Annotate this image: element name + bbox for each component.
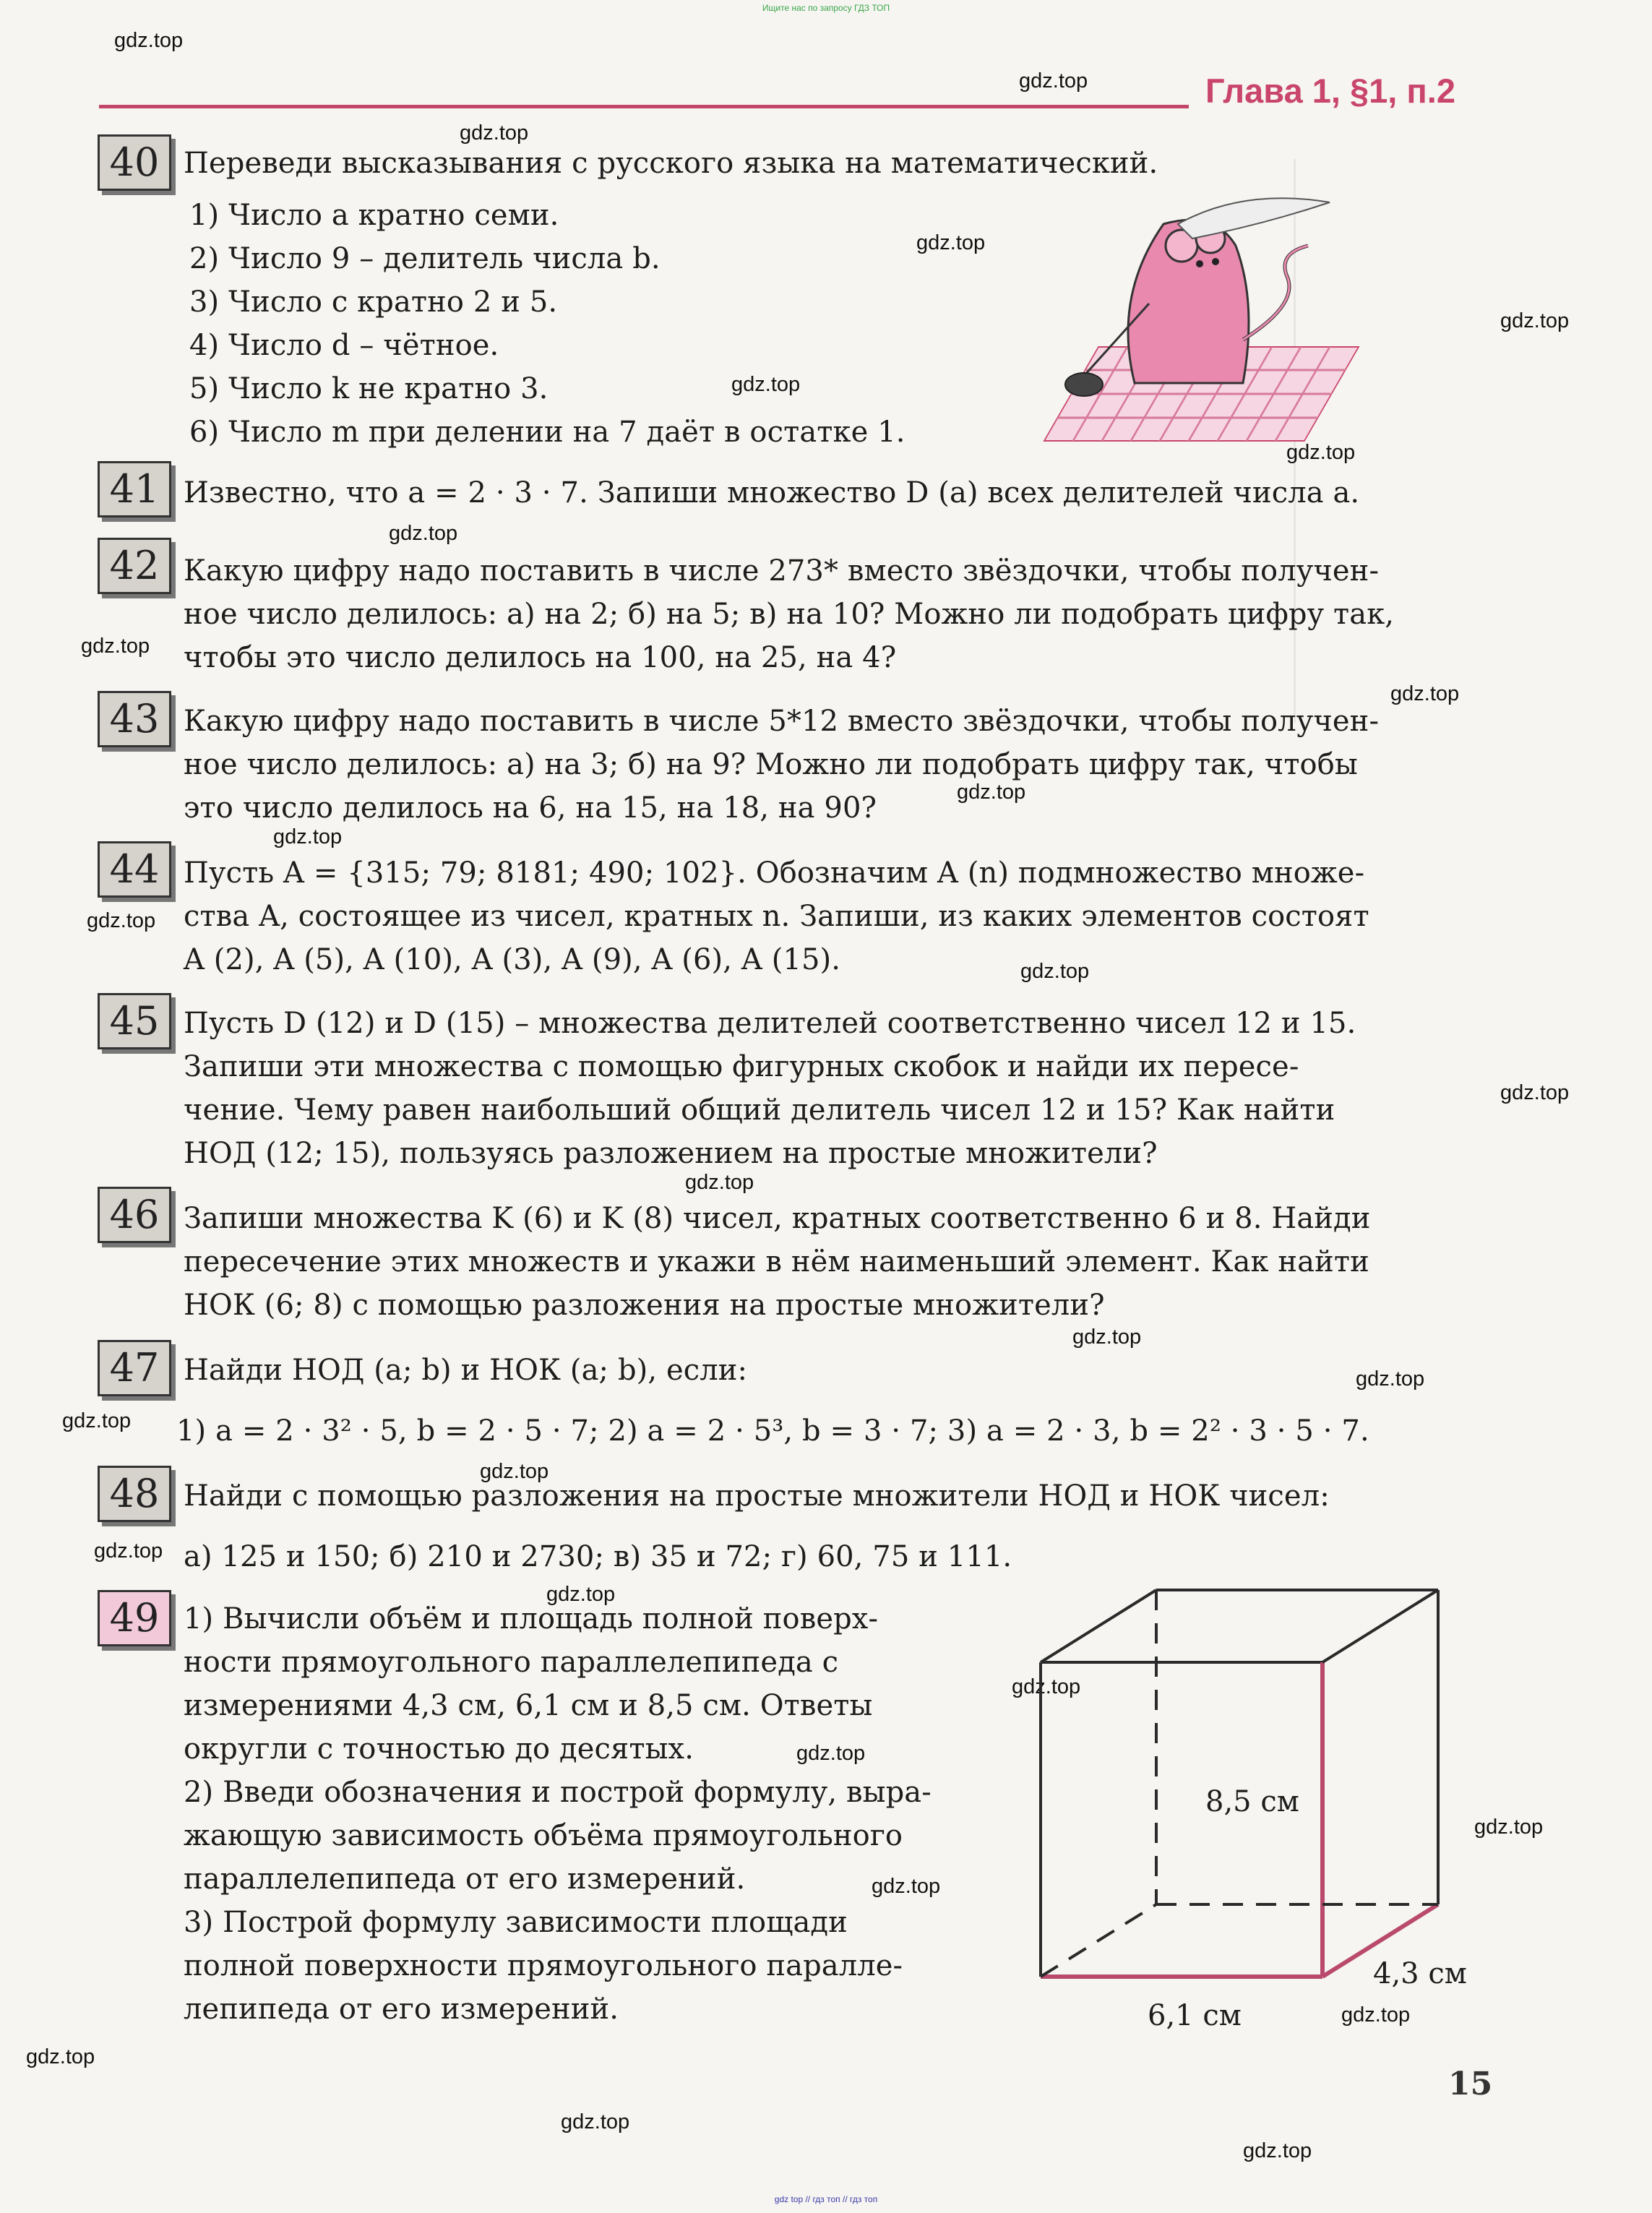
watermark: gdz.top xyxy=(1012,1675,1081,1698)
top-note: Ищите нас по запросу ГДЗ ТОП xyxy=(762,3,890,13)
depth-label: 4,3 см xyxy=(1373,1957,1467,1990)
problem-40-line: 5) Число k не кратно 3. xyxy=(189,372,548,405)
problem-42-line: чтобы это число делилось на 100, на 25, на 4? xyxy=(184,641,897,674)
chapter-heading: Глава 1, §1, п.2 xyxy=(1205,72,1456,110)
problem-49-line: лепипеда от его измерений. xyxy=(184,1993,619,2026)
problem-47-line: 1) a = 2 · 3² · 5, b = 2 · 5 · 7; 2) a = 2 · 5³, b = 3 · 7; 3) a = 2 · 3, b = 2² · 3 · 5 · 7. xyxy=(176,1414,1369,1448)
mouse-writing-illustration xyxy=(1026,195,1388,455)
problem-49-line: измерениями 4,3 см, 6,1 см и 8,5 см. Ответы xyxy=(184,1689,873,1722)
problem-49-line: 1) Вычисли объём и площадь полной поверх- xyxy=(184,1602,879,1636)
problem-number-49: 49 xyxy=(98,1590,171,1646)
problem-46-line: пересечение этих множеств и укажи в нём наименьший элемент. Как найти xyxy=(184,1245,1369,1279)
problem-44-line: ства A, состоящее из чисел, кратных n. Запиши, из каких элементов состоят xyxy=(184,900,1369,933)
watermark: gdz.top xyxy=(273,825,343,848)
watermark: gdz.top xyxy=(731,373,801,396)
watermark: gdz.top xyxy=(94,1539,163,1563)
watermark: gdz.top xyxy=(87,909,156,932)
problem-44-line: Пусть A = {315; 79; 8181; 490; 102}. Обозначим A (n) подмножество множе- xyxy=(184,856,1365,890)
watermark: gdz.top xyxy=(957,781,1026,804)
problem-49-line: параллелепипеда от его измерений. xyxy=(184,1862,746,1896)
watermark: gdz.top xyxy=(546,1583,616,1606)
problem-number-44: 44 xyxy=(98,841,171,898)
watermark: gdz.top xyxy=(685,1171,754,1194)
watermark: gdz.top xyxy=(1019,69,1088,93)
watermark: gdz.top xyxy=(1500,1081,1570,1104)
problem-49-line: 2) Введи обозначения и построй формулу, выра- xyxy=(184,1776,932,1809)
watermark: gdz.top xyxy=(916,231,986,254)
problem-number-41: 41 xyxy=(98,461,171,517)
problem-43-line: ное число делилось: а) на 3; б) на 9? Можно ли подобрать цифру так, чтобы xyxy=(184,748,1358,781)
problem-43-line: Какую цифру надо поставить в числе 5*12 вместо звёздочки, чтобы получен- xyxy=(184,705,1380,738)
problem-45-line: НОД (12; 15), пользуясь разложением на простые множители? xyxy=(184,1137,1158,1170)
problem-number-40: 40 xyxy=(98,134,171,191)
problem-47-line: Найди НОД (a; b) и НОК (a; b), если: xyxy=(184,1354,748,1387)
problem-49-line: полной поверхности прямоугольного паралле- xyxy=(184,1949,903,1982)
watermark: gdz.top xyxy=(1500,309,1570,332)
problem-number-47: 47 xyxy=(98,1340,171,1396)
watermark: gdz.top xyxy=(1020,960,1090,983)
problem-46-line: НОК (6; 8) с помощью разложения на простые множители? xyxy=(184,1289,1105,1322)
problem-40-line: 6) Число m при делении на 7 даёт в остатке 1. xyxy=(189,416,905,449)
watermark: gdz.top xyxy=(480,1460,549,1483)
watermark: gdz.top xyxy=(114,29,184,52)
problem-number-43: 43 xyxy=(98,691,171,747)
problem-40-line: 3) Число c кратно 2 и 5. xyxy=(189,285,558,319)
width-label: 6,1 см xyxy=(1148,1999,1242,2032)
problem-40-line: 4) Число d – чётное. xyxy=(189,329,499,362)
watermark: gdz.top xyxy=(26,2045,95,2068)
watermark: gdz.top xyxy=(62,1409,132,1432)
problem-42-line: Какую цифру надо поставить в числе 273* вместо звёздочки, чтобы получен- xyxy=(184,554,1380,588)
height-label: 8,5 см xyxy=(1205,1785,1299,1818)
problem-48-line: Найди с помощью разложения на простые множители НОД и НОК чисел: xyxy=(184,1479,1330,1513)
problem-43-line: это число делилось на 6, на 15, на 18, на 90? xyxy=(184,791,877,825)
watermark: gdz.top xyxy=(561,2110,630,2133)
problem-49-line: ности прямоугольного параллелепипеда с xyxy=(184,1646,839,1679)
problem-49-line: округли с точностью до десятых. xyxy=(184,1732,694,1766)
watermark: gdz.top xyxy=(1072,1325,1142,1349)
problem-44-line: A (2), A (5), A (10), A (3), A (9), A (6), A (15). xyxy=(184,943,841,976)
problem-number-48: 48 xyxy=(98,1466,171,1522)
problem-number-42: 42 xyxy=(98,538,171,594)
problem-40-line: 1) Число a кратно семи. xyxy=(189,199,559,232)
watermark: gdz.top xyxy=(81,635,150,658)
watermark: gdz.top xyxy=(872,1875,941,1898)
problem-40-line: 2) Число 9 – делитель числа b. xyxy=(189,242,661,275)
header-rule xyxy=(99,105,1189,108)
watermark: gdz.top xyxy=(796,1742,866,1765)
watermark: gdz.top xyxy=(1356,1367,1425,1391)
problem-41-line: Известно, что a = 2 · 3 · 7. Запиши множество D (a) всех делителей числа a. xyxy=(184,476,1360,510)
problem-49-line: 3) Построй формулу зависимости площади xyxy=(184,1906,848,1939)
watermark: gdz.top xyxy=(460,121,529,145)
problem-45-line: Пусть D (12) и D (15) – множества делителей соответственно чисел 12 и 15. xyxy=(184,1007,1356,1040)
watermark: gdz.top xyxy=(1390,682,1460,705)
watermark: gdz.top xyxy=(1243,2139,1312,2162)
inkwell-icon xyxy=(1065,373,1103,396)
page-number: 15 xyxy=(1448,2066,1493,2102)
problem-49-line: жающую зависимость объёма прямоугольного xyxy=(184,1819,903,1852)
quill-icon xyxy=(1178,198,1330,239)
watermark: gdz.top xyxy=(1474,1815,1544,1839)
problem-45-line: чение. Чему равен наибольший общий делитель чисел 12 и 15? Как найти xyxy=(184,1093,1335,1127)
problem-40-line: Переведи высказывания с русского языка на математический. xyxy=(184,147,1158,180)
problem-number-46: 46 xyxy=(98,1187,171,1243)
watermark: gdz.top xyxy=(1341,2003,1411,2027)
problem-46-line: Запиши множества K (6) и K (8) чисел, кратных соответственно 6 и 8. Найди xyxy=(184,1202,1371,1235)
watermark: gdz.top xyxy=(1286,441,1356,464)
bottom-note: gdz top // гдз топ // гдз топ xyxy=(774,2194,878,2204)
problem-48-line: а) 125 и 150; б) 210 и 2730; в) 35 и 72; г) 60, 75 и 111. xyxy=(184,1540,1012,1573)
watermark: gdz.top xyxy=(389,522,458,545)
problem-number-45: 45 xyxy=(98,993,171,1049)
problem-42-line: ное число делилось: а) на 2; б) на 5; в) на 10? Можно ли подобрать цифру так, xyxy=(184,598,1395,631)
problem-45-line: Запиши эти множества с помощью фигурных скобок и найди их пересе- xyxy=(184,1050,1299,1083)
